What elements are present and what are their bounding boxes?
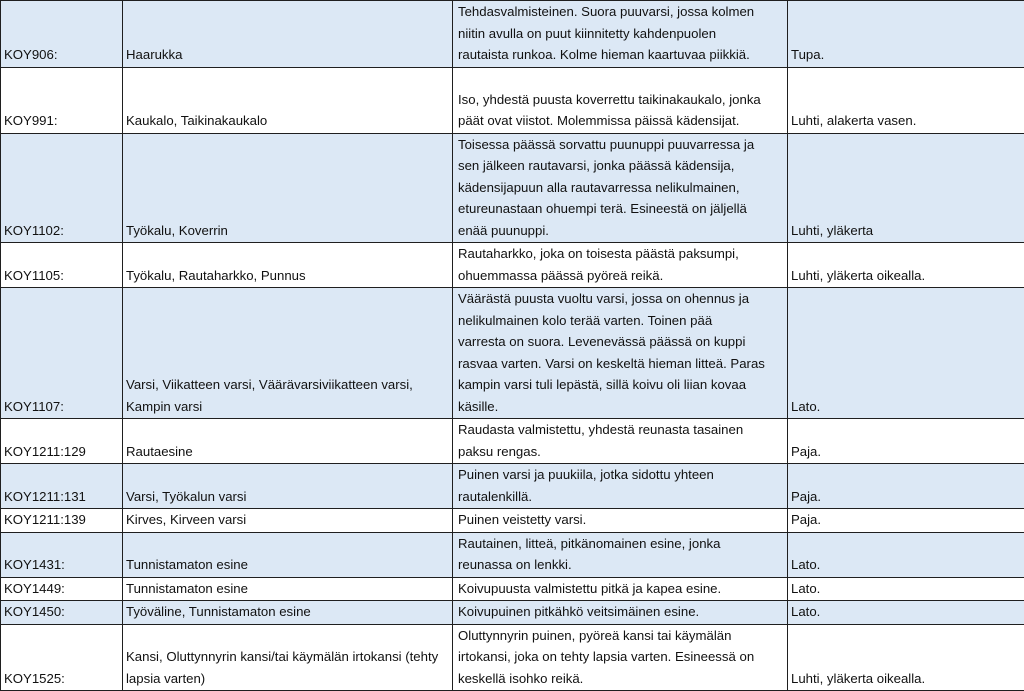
item-id-cell: KOY1105:: [1, 243, 123, 288]
item-name-cell: Varsi, Työkalun varsi: [123, 464, 453, 509]
item-description-cell: Iso, yhdestä puusta koverrettu taikinakaukalo, jonka päät ovat viistot. Molemmissa päissä kädensijat.: [453, 67, 788, 133]
item-location-cell: Luhti, yläkerta oikealla.: [788, 243, 1024, 288]
item-name-cell: Kaukalo, Taikinakaukalo: [123, 67, 453, 133]
item-description-cell: Rautainen, litteä, pitkänomainen esine, jonka reunassa on lenkki.: [453, 532, 788, 577]
item-name-cell: Kirves, Kirveen varsi: [123, 509, 453, 533]
item-id-cell: KOY1450:: [1, 601, 123, 625]
item-description-cell: Tehdasvalmisteinen. Suora puuvarsi, jossa kolmen niitin avulla on puut kiinnitetty kahdenpuolen rautaista runkoa. Kolme hieman kaartuvaa piikkiä.: [453, 1, 788, 68]
item-name-cell: Työkalu, Rautaharkko, Punnus: [123, 243, 453, 288]
item-name-cell: Rautaesine: [123, 419, 453, 464]
item-description-cell: Koivupuusta valmistettu pitkä ja kapea esine.: [453, 577, 788, 601]
item-id-cell: KOY1107:: [1, 288, 123, 419]
item-location-cell: Lato.: [788, 601, 1024, 625]
item-id-cell: KOY1211:131: [1, 464, 123, 509]
item-name-cell: Varsi, Viikatteen varsi, Väärävarsiviikatteen varsi, Kampin varsi: [123, 288, 453, 419]
table-row: [1, 419, 1024, 464]
item-location-cell: Paja.: [788, 509, 1024, 533]
item-location-cell: Lato.: [788, 288, 1024, 419]
table-row: [1, 67, 1024, 133]
item-id-cell: KOY1525:: [1, 624, 123, 691]
item-name-cell: Työväline, Tunnistamaton esine: [123, 601, 453, 625]
item-name-cell: Kansi, Oluttynnyrin kansi/tai käymälän irtokansi (tehty lapsia varten): [123, 624, 453, 691]
item-id-cell: KOY1102:: [1, 133, 123, 243]
item-id-cell: KOY1211:139: [1, 509, 123, 533]
item-location-cell: Luhti, yläkerta oikealla.: [788, 624, 1024, 691]
item-description-cell: Koivupuinen pitkähkö veitsimäinen esine.: [453, 601, 788, 625]
item-description-cell: Oluttynnyrin puinen, pyöreä kansi tai käymälän irtokansi, joka on tehty lapsia varten. Esineessä on keskellä isohko reikä.: [453, 624, 788, 691]
item-location-cell: Lato.: [788, 532, 1024, 577]
item-description-cell: Puinen veistetty varsi.: [453, 509, 788, 533]
item-description-cell: Toisessa päässä sorvattu puunuppi puuvarressa ja sen jälkeen rautavarsi, jonka päässä kädensija, kädensijapuun alla rautavarressa nelikulmainen, etureunastaan ohuempi terä. Esineestä on jäljellä enää puunuppi.: [453, 133, 788, 243]
table-row: [1, 577, 1024, 601]
table-row: [1, 601, 1024, 625]
item-location-cell: Tupa.: [788, 1, 1024, 68]
item-location-cell: Lato.: [788, 577, 1024, 601]
table-row: [1, 243, 1024, 288]
item-id-cell: KOY906:: [1, 1, 123, 68]
item-name-cell: Tunnistamaton esine: [123, 577, 453, 601]
item-location-cell: Luhti, yläkerta: [788, 133, 1024, 243]
item-description-cell: Raudasta valmistettu, yhdestä reunasta tasainen paksu rengas.: [453, 419, 788, 464]
item-location-cell: Luhti, alakerta vasen.: [788, 67, 1024, 133]
item-description-cell: Puinen varsi ja puukiila, jotka sidottu yhteen rautalenkillä.: [453, 464, 788, 509]
item-id-cell: KOY1211:129: [1, 419, 123, 464]
item-description-cell: Väärästä puusta vuoltu varsi, jossa on ohennus ja nelikulmainen kolo terää varten. Toinen pää varresta on suora. Levenevässä päässä on kuppi rasvaa varten. Varsi on keskeltä hieman litteä. Paras kampin varsi tuli lepästä, sillä koivu oli liian kovaa käsille.: [453, 288, 788, 419]
item-name-cell: Haarukka: [123, 1, 453, 68]
item-id-cell: KOY1431:: [1, 532, 123, 577]
table-row: [1, 1, 1024, 68]
item-location-cell: Paja.: [788, 464, 1024, 509]
table-row: [1, 464, 1024, 509]
item-id-cell: KOY991:: [1, 67, 123, 133]
table-row: [1, 288, 1024, 419]
table-row: [1, 133, 1024, 243]
item-id-cell: KOY1449:: [1, 577, 123, 601]
table-row: [1, 624, 1024, 691]
item-location-cell: Paja.: [788, 419, 1024, 464]
item-description-cell: Rautaharkko, joka on toisesta päästä paksumpi, ohuemmassa päässä pyöreä reikä.: [453, 243, 788, 288]
table-row: [1, 532, 1024, 577]
item-name-cell: Työkalu, Koverrin: [123, 133, 453, 243]
item-name-cell: Tunnistamaton esine: [123, 532, 453, 577]
table-row: [1, 509, 1024, 533]
